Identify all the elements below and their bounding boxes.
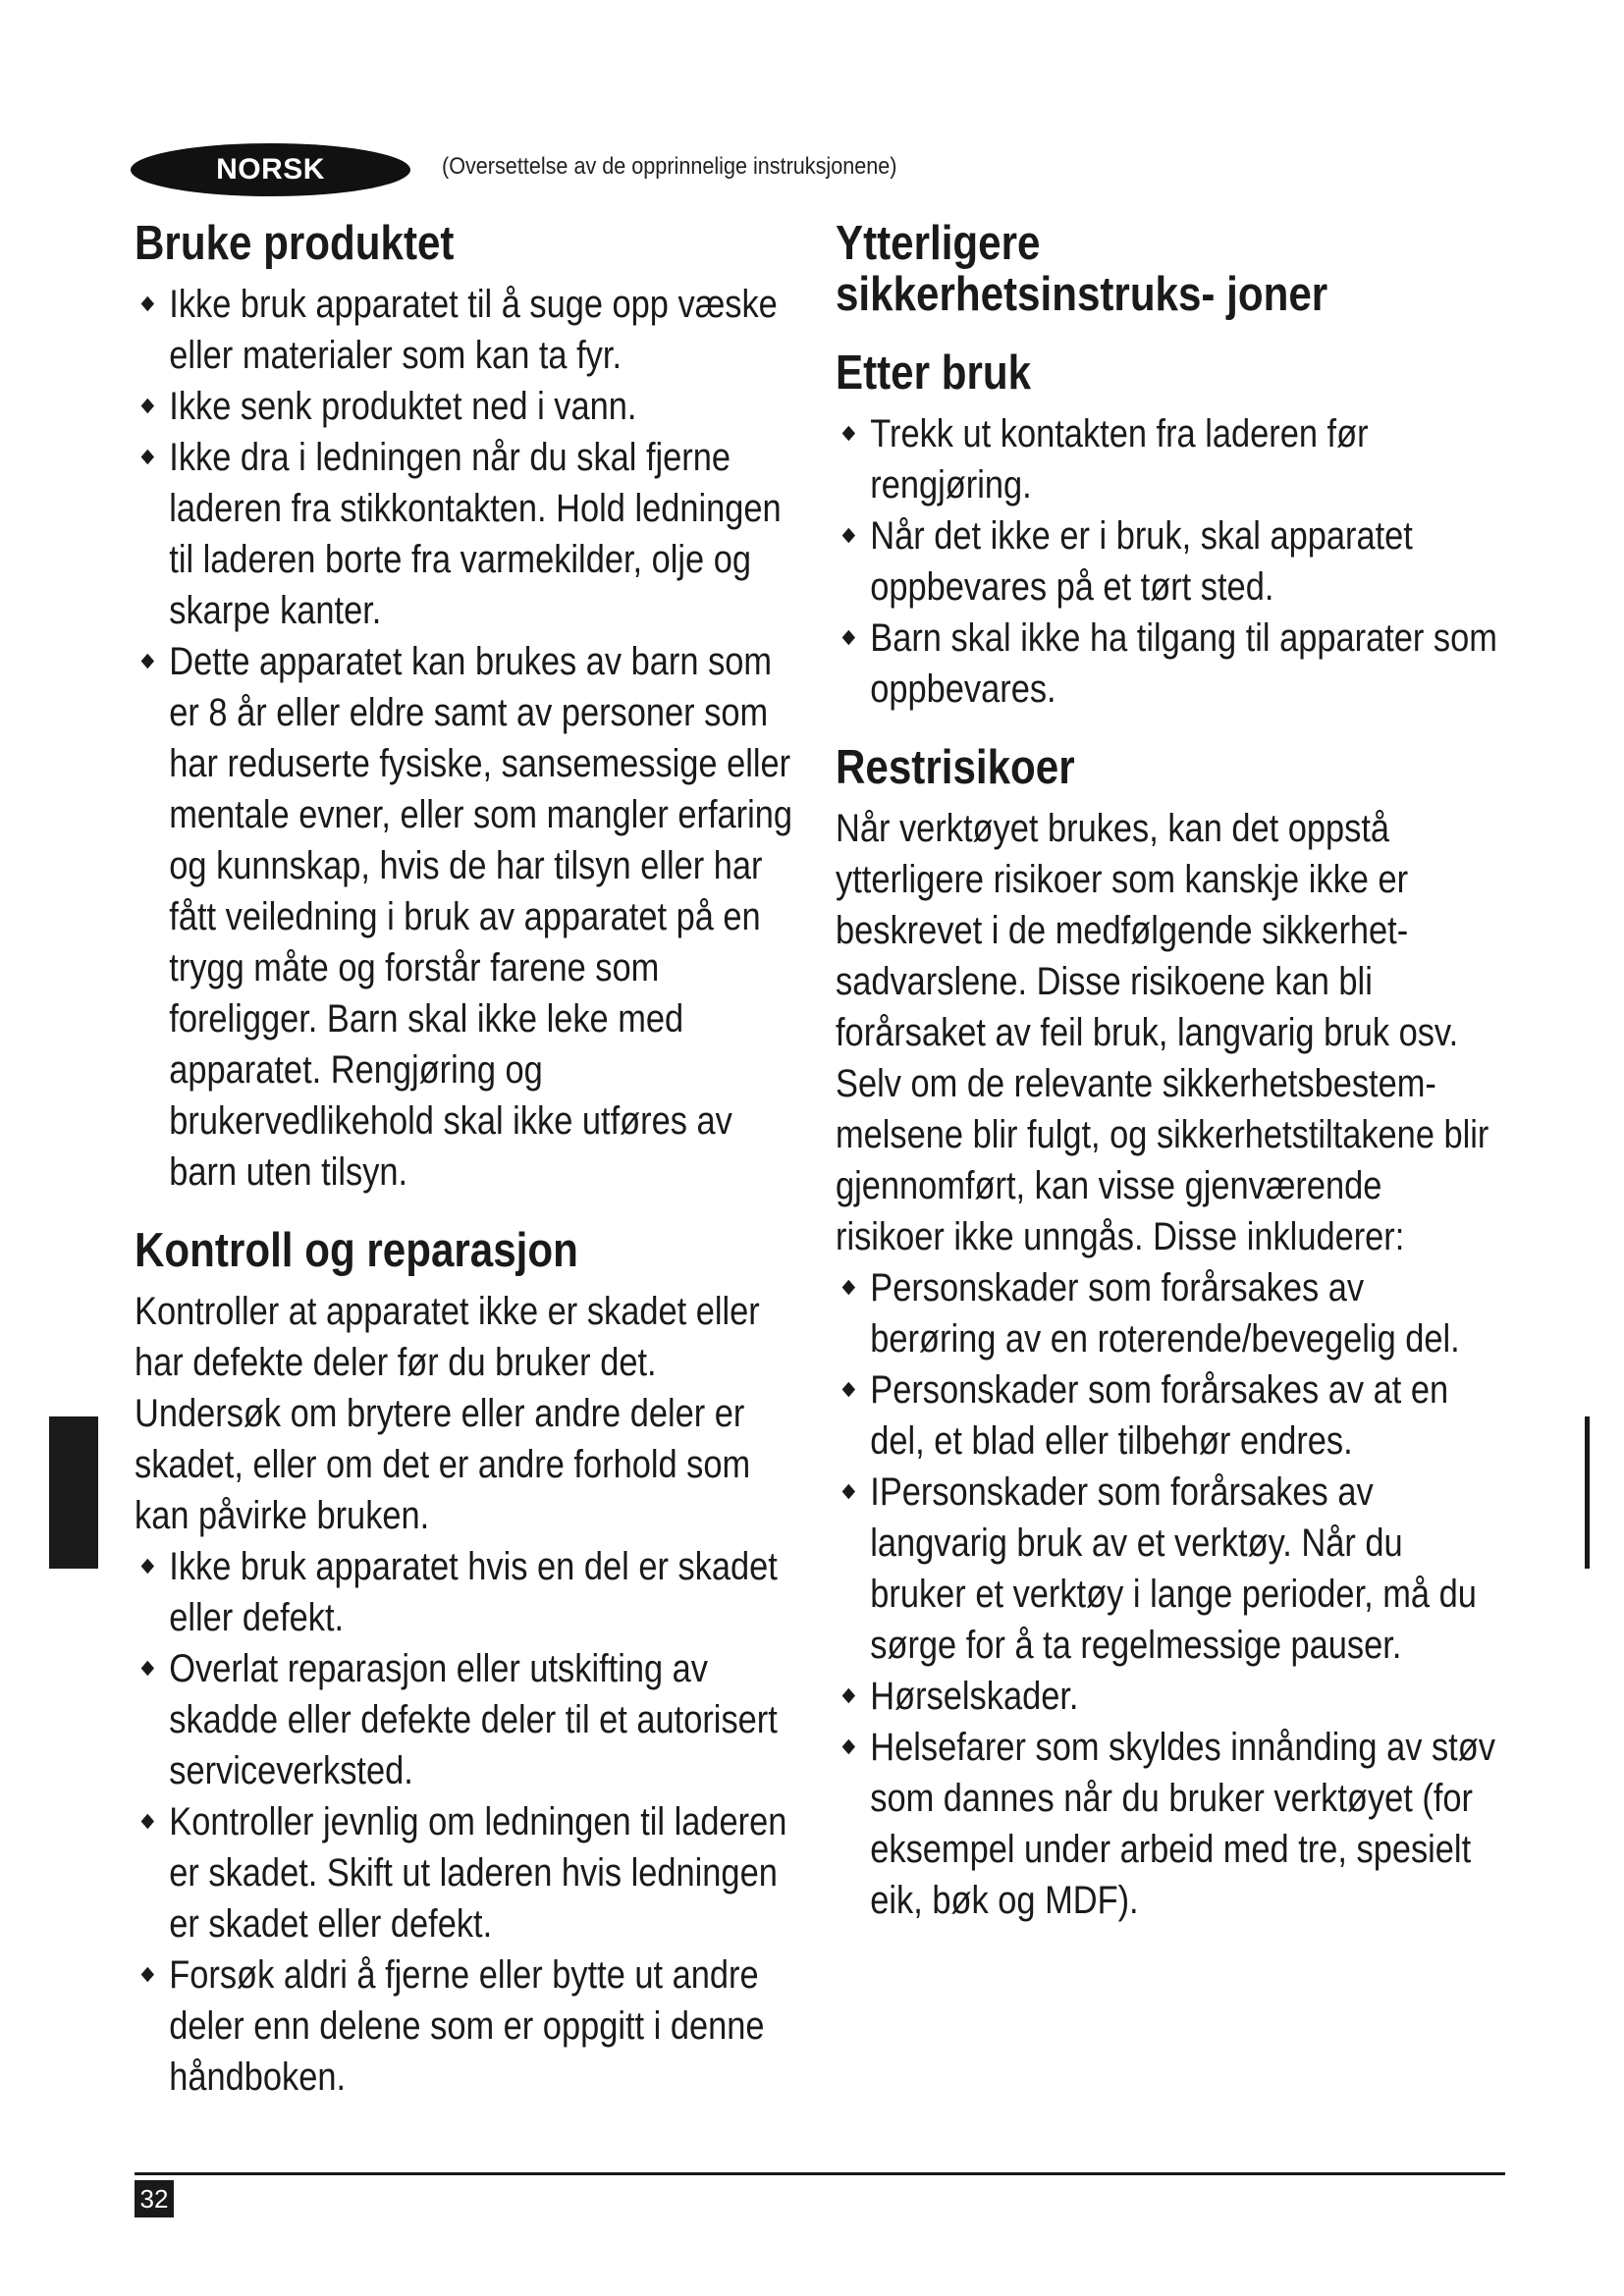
- list-item-text: Ikke bruk apparatet til å suge opp væske eller materialer som kan ta fyr.: [169, 283, 778, 377]
- list-item-text: Hørselskader.: [870, 1675, 1079, 1718]
- right-column: [836, 218, 1498, 1926]
- heading-ytterligere-sikkerhetsinstruksjoner: Ytterligere sikkerhetsinstruks- joner: [836, 217, 1328, 321]
- list-item-text: Trekk ut kontakten fra laderen før rengjøring.: [870, 412, 1369, 507]
- heading-etter-bruk: Etter bruk: [836, 347, 1032, 400]
- diamond-bullet-icon: [141, 1967, 154, 1983]
- kontroll-intro: Kontroller at apparatet ikke er skadet eller har defekte deler før du bruker det. Undersøk om brytere eller andre deler er skadet, eller om det er andre forhold som kan påvirke bruken.: [135, 1290, 760, 1537]
- list-item: [836, 1722, 1498, 1926]
- list-item: [135, 432, 795, 636]
- section-edge-mark: [1585, 1416, 1590, 1569]
- diamond-bullet-icon: [842, 1739, 855, 1755]
- list-item: [135, 381, 795, 432]
- list-item-text: Personskader som forårsakes av berøring av en roterende/bevegelig del.: [870, 1266, 1460, 1361]
- list-item: [836, 613, 1498, 715]
- diamond-bullet-icon: [141, 399, 154, 414]
- diamond-bullet-icon: [842, 630, 855, 646]
- list-item-text: Overlat reparasjon eller utskifting av skadde eller defekte deler til et autorisert serviceverksted.: [169, 1647, 778, 1792]
- bruke-produktet-list: [135, 279, 795, 1198]
- list-item-text: IPersonskader som forårsakes av langvarig bruk av et verktøy. Når du bruker et verktøy i lange perioder, må du sørge for å ta regelmessige pauser.: [870, 1470, 1477, 1667]
- section-thumb-tab: [49, 1416, 98, 1569]
- diamond-bullet-icon: [842, 426, 855, 442]
- list-item: [135, 1541, 795, 1643]
- diamond-bullet-icon: [141, 296, 154, 312]
- footer-divider: [135, 2172, 1505, 2175]
- list-item-text: Ikke bruk apparatet hvis en del er skadet eller defekt.: [169, 1545, 778, 1639]
- translation-note: (Oversettelse av de opprinnelige instruksjonene): [442, 153, 897, 180]
- list-item: [135, 1949, 795, 2103]
- list-item-text: Forsøk aldri å fjerne eller bytte ut andre deler enn delene som er oppgitt i denne håndboken.: [169, 1953, 765, 2099]
- diamond-bullet-icon: [141, 1559, 154, 1575]
- list-item: [836, 1262, 1498, 1364]
- list-item: [135, 279, 795, 381]
- kontroll-list: [135, 1541, 795, 2103]
- diamond-bullet-icon: [842, 1688, 855, 1704]
- restrisikoer-list: [836, 1262, 1498, 1926]
- diamond-bullet-icon: [842, 1280, 855, 1296]
- page-number: 32: [135, 2180, 174, 2217]
- list-item: [836, 408, 1498, 510]
- list-item-text: Dette apparatet kan brukes av barn som er 8 år eller eldre samt av personer som har reduserte fysiske, sansemessige eller mentale evner, eller som mangler erfaring og kunnskap, hvis de har tilsyn eller har fått veiledning i bruk av apparatet på en trygg måte og forstår farene som foreligger. Barn skal ikke leke med apparatet. Rengjøring og brukervedlikehold skal ikke utføres av barn uten tilsyn.: [169, 640, 793, 1194]
- list-item: [836, 1671, 1498, 1722]
- heading-kontroll-og-reparasjon: Kontroll og reparasjon: [135, 1224, 578, 1277]
- list-item-text: Helsefarer som skyldes innånding av støv som dannes når du bruker verktøyet (for eksempel under arbeid med tre, spesielt eik, bøk og MDF).: [870, 1726, 1495, 1922]
- list-item: [836, 1364, 1498, 1467]
- diamond-bullet-icon: [141, 654, 154, 669]
- diamond-bullet-icon: [141, 1814, 154, 1830]
- diamond-bullet-icon: [141, 450, 154, 465]
- list-item-text: Kontroller jevnlig om ledningen til laderen er skadet. Skift ut laderen hvis ledningen er skadet eller defekt.: [169, 1800, 787, 1946]
- list-item-text: Når det ikke er i bruk, skal apparatet oppbevares på et tørt sted.: [870, 514, 1413, 609]
- list-item-text: Ikke senk produktet ned i vann.: [169, 385, 637, 428]
- list-item: [836, 1467, 1498, 1671]
- diamond-bullet-icon: [141, 1661, 154, 1677]
- list-item-text: Ikke dra i ledningen når du skal fjerne laderen fra stikkontakten. Hold ledningen til laderen borte fra varmekilder, olje og skarpe kanter.: [169, 436, 782, 632]
- diamond-bullet-icon: [842, 1484, 855, 1500]
- diamond-bullet-icon: [842, 528, 855, 544]
- list-item: [135, 636, 795, 1198]
- heading-restrisikoer: Restrisikoer: [836, 741, 1075, 794]
- list-item: [135, 1643, 795, 1796]
- diamond-bullet-icon: [842, 1382, 855, 1398]
- list-item-text: Barn skal ikke ha tilgang til apparater som oppbevares.: [870, 616, 1497, 711]
- heading-bruke-produktet: Bruke produktet: [135, 217, 455, 270]
- restrisikoer-intro: Når verktøyet brukes, kan det oppstå ytterligere risikoer som kanskje ikke er beskrevet i de medfølgende sikkerhet- sadvarslene. Disse risikoene kan bli forårsaket av feil bruk, langvarig bruk osv. Selv om de relevante sikkerhetsbestem- melsene blir fulgt, og sikkerhetstiltakene blir gjennomført, kan visse gjenværende risikoer ikke unngås. Disse inkluderer:: [836, 807, 1489, 1258]
- left-column: [135, 218, 795, 2103]
- list-item: [135, 1796, 795, 1949]
- list-item: [836, 510, 1498, 613]
- etter-bruk-list: [836, 408, 1498, 715]
- language-badge: NORSK: [131, 143, 410, 196]
- list-item-text: Personskader som forårsakes av at en del, et blad eller tilbehør endres.: [870, 1368, 1449, 1463]
